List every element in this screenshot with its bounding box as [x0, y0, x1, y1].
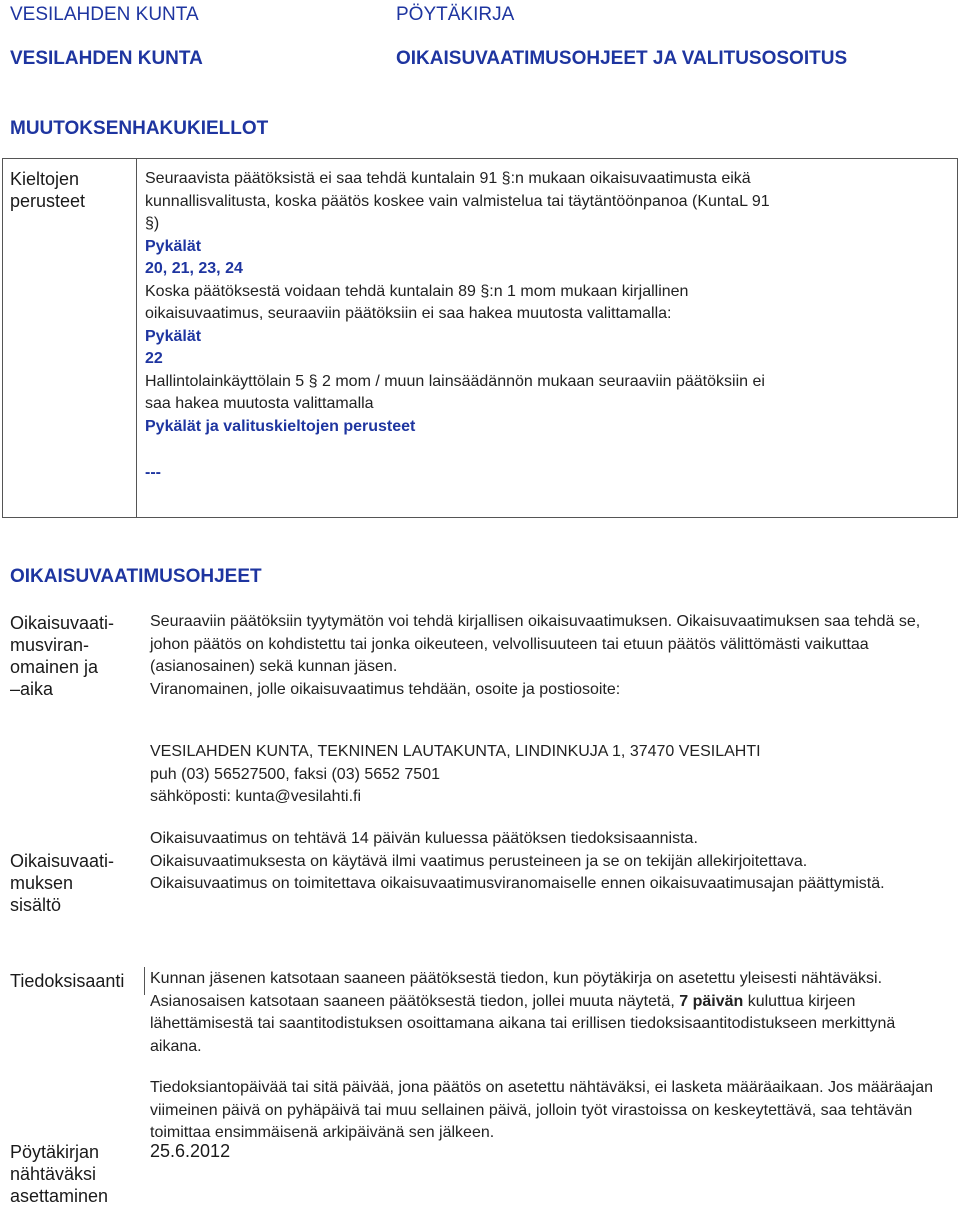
text-span: Tiedoksiantopäivää tai sitä päivää, jona päätös on asetettu nähtäväksi, ei lasketa määräaikaan. [150, 1079, 824, 1096]
label-line: muksen [10, 873, 74, 893]
label-tiedoksisaanti: Tiedoksisaanti [10, 971, 125, 991]
label-poytakirjan-asettaminen [10, 1141, 145, 1207]
text-line: Oikaisuvaatimus on toimitettava oikaisuvaatimusviranomaiselle ennen oikaisuvaatimusajan päättymistä. [150, 875, 885, 892]
oikaisu-address [150, 741, 940, 809]
pykalat-value: 20, 21, 23, 24 [145, 260, 243, 277]
label-oikaisuvaatimuksen-sisalto [10, 850, 135, 916]
oikaisu-time [150, 828, 940, 896]
label-line: musviran- [10, 635, 90, 655]
label-line: –aika [10, 679, 54, 699]
text-span: Seuraaviin päätöksiin tyytymätön voi tehdä kirjallisen oikaisuvaatimuksen. [150, 613, 673, 630]
label-oikaisuvaatimusviranomainen [10, 612, 135, 700]
label-line: Oikaisuvaati- [10, 851, 115, 871]
poytakirja-date: 25.6.2012 [150, 1141, 231, 1161]
label-line: Pöytäkirjan [10, 1142, 100, 1162]
label-line: omainen ja [10, 657, 99, 677]
text-span: Jos määräajan viimeinen päivä on pyhäpäivä tai muu sellainen päivä, jolloin työt virastoissa on keskeytettävä, saa tehtävän toimittaa ensimmäisenä arkipäivänä sen jälkeen. [150, 1079, 933, 1141]
address-line: VESILAHDEN KUNTA, TEKNINEN LAUTAKUNTA, LINDINKUJA 1, 37470 VESILAHTI [150, 743, 761, 760]
tiedoksi-divider [144, 967, 145, 995]
text-line: saa hakea muutosta valittamalla [145, 395, 374, 412]
header-org: VESILAHDEN KUNTA [10, 48, 203, 69]
oikaisu-paragraph [150, 611, 940, 701]
text-span: kuluttua kirjeen lähettämisestä tai saantitodistuksen osoittamana aikana tai erillisen tiedoksisaantitodistukseen merkittynä aikana. [150, 992, 896, 1055]
tiedoksi-paragraph-2 [150, 1077, 940, 1145]
text-line: kunnallisvalitusta, koska päätös koskee vain valmistelua tai täytäntöönpanoa (KuntaL 91 [145, 192, 770, 210]
table-divider [136, 158, 137, 518]
header-title: OIKAISUVAATIMUSOHJEET JA VALITUSOSOITUS [396, 48, 848, 69]
label-line: asettaminen [10, 1186, 109, 1206]
pykalat-value: 22 [145, 350, 163, 367]
label-line: sisältö [10, 895, 62, 915]
text-span: Kunnan jäsenen katsotaan saaneen päätöksestä tiedon, kun pöytäkirja on asetettu yleisesti nähtäväksi. [150, 970, 883, 987]
text-span: Asianosaisen katsotaan saaneen päätöksestä tiedon, jollei muuta näytetä, [150, 992, 680, 1010]
section-title-muutoksenhaku: MUUTOKSENHAKUKIELLOT [10, 118, 269, 139]
text-line: Oikaisuvaatimuksesta on käytävä ilmi vaatimus perusteineen ja se on tekijän allekirjoitettava. [150, 852, 808, 870]
text-line: oikaisuvaatimus, seuraaviin päätöksiin ei saa hakea muutosta valittamalla: [145, 305, 672, 322]
label-kieltojen-perusteet: Kieltojen perusteet [10, 169, 86, 211]
text-span-bold: 7 päivän [679, 992, 744, 1010]
pykalat-label: Pykälät [145, 327, 202, 345]
header-doc-type: PÖYTÄKIRJA [396, 4, 515, 25]
label-line: Oikaisuvaati- [10, 613, 115, 633]
pykalat-label: Pykälät [145, 237, 202, 255]
text-line: Viranomainen, jolle oikaisuvaatimus tehdään, osoite ja postiosoite: [150, 680, 621, 698]
text-span: Oikaisuvaatimuksen saa tehdä se, johon päätös on kohdistettu tai jonka oikeuteen, velvollisuuteen tai etuun päätös välittömästi vaikuttaa (asianosainen) sekä kunnan jäsen. [150, 613, 921, 675]
section-title-oikaisu: OIKAISUVAATIMUSOHJEET [10, 566, 262, 587]
address-line: sähköposti: kunta@vesilahti.fi [150, 788, 362, 805]
text-line: §) [145, 215, 160, 232]
pykalat-value: --- [145, 464, 161, 481]
tiedoksi-paragraph [150, 968, 940, 1058]
address-line: puh (03) 56527500, faksi (03) 5652 7501 [150, 765, 440, 783]
text-line: Koska päätöksestä voidaan tehdä kuntalain 89 §:n 1 mom mukaan kirjallinen [145, 282, 689, 300]
muutoksenhaku-content [145, 168, 945, 485]
pykalat-label: Pykälät ja valituskieltojen perusteet [145, 417, 416, 435]
header-org-top: VESILAHDEN KUNTA [10, 4, 199, 25]
text-line: Hallintolainkäyttölain 5 § 2 mom / muun lainsäädännön mukaan seuraaviin päätöksiin ei [145, 372, 765, 390]
text-line: Oikaisuvaatimus on tehtävä 14 päivän kuluessa päätöksen tiedoksisaannista. [150, 830, 698, 847]
label-line: nähtäväksi [10, 1164, 97, 1184]
text-line: Seuraavista päätöksistä ei saa tehdä kuntalain 91 §:n mukaan oikaisuvaatimusta eikä [145, 170, 751, 187]
